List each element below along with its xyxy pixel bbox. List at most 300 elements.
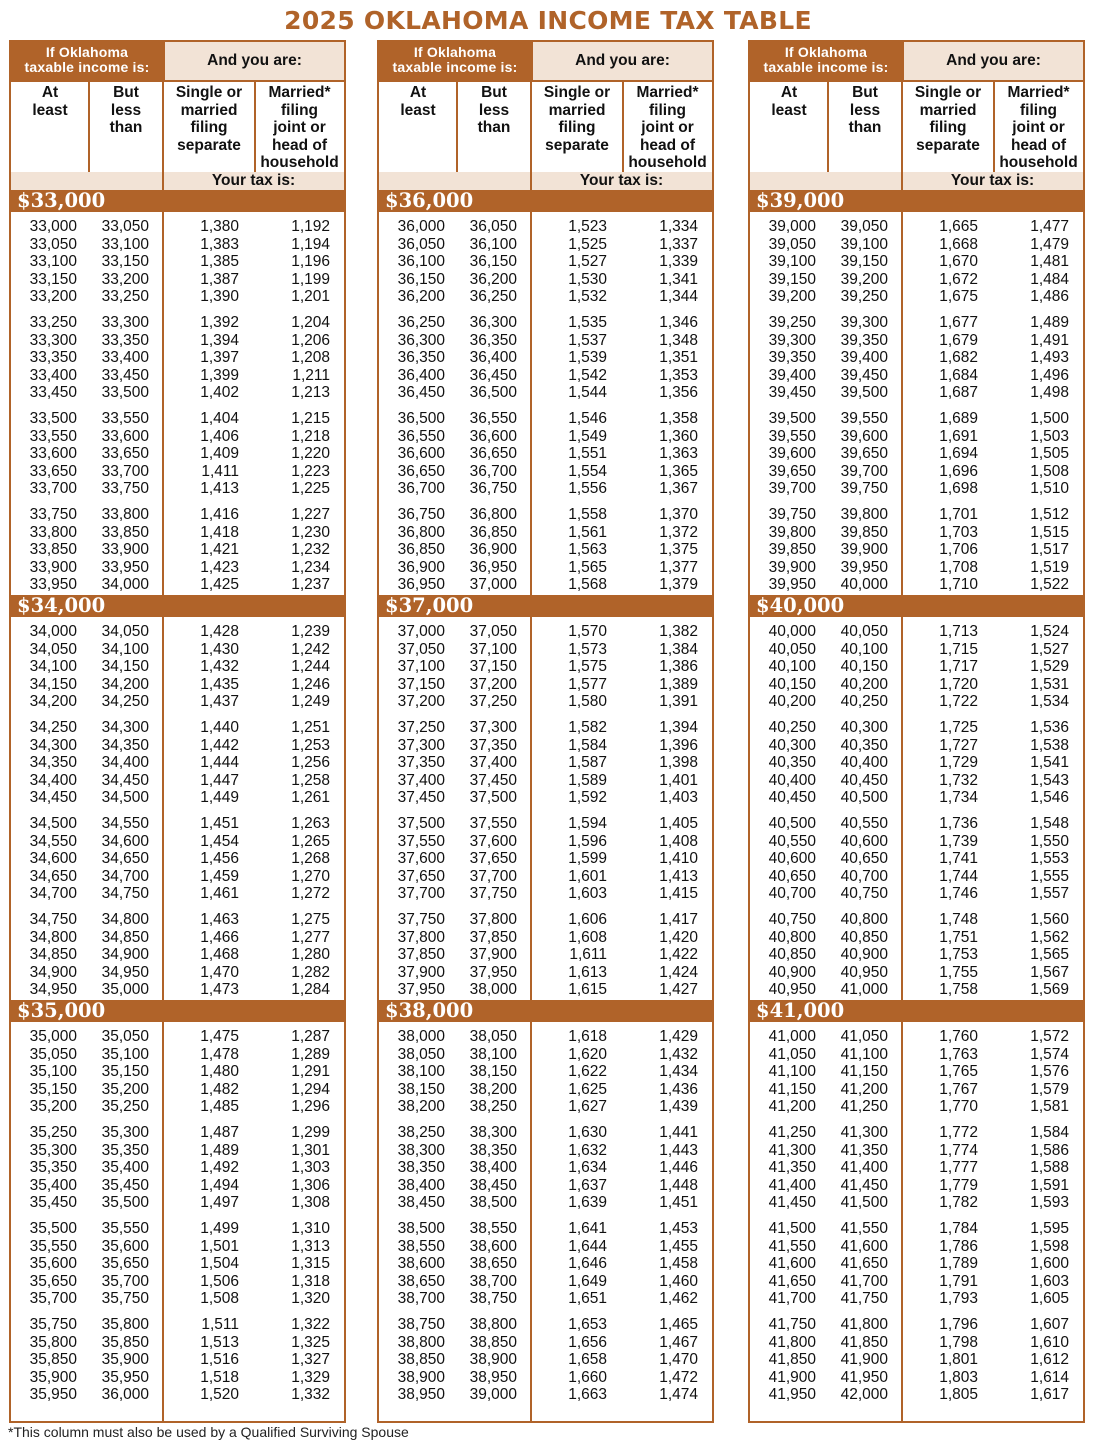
table-row xyxy=(11,576,344,594)
married-tax-value: 1,301 xyxy=(291,1141,330,1159)
at-least-header: At least xyxy=(32,84,68,119)
married-tax-value: 1,265 xyxy=(291,832,330,850)
married-tax-value: 1,477 xyxy=(1030,218,1069,235)
but-less-than-value: 41,200 xyxy=(840,1080,888,1098)
single-tax-value: 1,637 xyxy=(568,1176,607,1194)
but-less-than-value: 41,050 xyxy=(840,1028,888,1045)
single-tax-value: 1,489 xyxy=(200,1141,239,1159)
table-row xyxy=(379,1290,712,1308)
married-tax-value: 1,500 xyxy=(1030,410,1069,427)
but-less-than-value: 40,700 xyxy=(840,867,888,885)
single-tax-value: 1,437 xyxy=(200,693,239,711)
married-tax-value: 1,534 xyxy=(1030,693,1069,711)
table-row xyxy=(379,576,712,594)
table-row xyxy=(11,218,344,236)
table-row xyxy=(750,367,1083,385)
married-tax-value: 1,211 xyxy=(292,366,330,384)
column-divider xyxy=(827,82,829,172)
table-row xyxy=(750,271,1083,289)
table-row xyxy=(379,236,712,254)
at-least-value: 37,700 xyxy=(397,885,445,903)
table-row xyxy=(379,410,712,428)
at-least-value: 36,400 xyxy=(397,366,445,384)
single-tax-value: 1,615 xyxy=(568,981,607,999)
single-tax-value: 1,494 xyxy=(200,1176,239,1194)
single-tax-value: 1,748 xyxy=(939,911,978,928)
table-row xyxy=(379,885,712,903)
table-row xyxy=(11,641,344,659)
and-you-are-header: And you are: xyxy=(531,42,712,80)
married-tax-value: 1,318 xyxy=(291,1272,330,1290)
table-row xyxy=(11,1238,344,1256)
table-row xyxy=(379,1386,712,1404)
table-row xyxy=(379,772,712,790)
single-tax-value: 1,732 xyxy=(939,771,978,789)
table-row xyxy=(11,772,344,790)
at-least-value: 39,800 xyxy=(768,523,816,541)
married-tax-value: 1,249 xyxy=(291,693,330,711)
but-less-than-value: 36,250 xyxy=(469,288,517,306)
married-tax-value: 1,603 xyxy=(1030,1272,1069,1290)
table-row xyxy=(750,833,1083,851)
single-tax-value: 1,691 xyxy=(939,427,978,445)
single-tax-value: 1,689 xyxy=(939,410,978,427)
single-tax-value: 1,696 xyxy=(939,462,978,480)
at-least-value: 40,500 xyxy=(768,815,816,832)
married-tax-value: 1,591 xyxy=(1030,1176,1069,1194)
at-least-value: 41,250 xyxy=(768,1124,816,1141)
married-tax-value: 1,441 xyxy=(659,1124,698,1141)
at-least-value: 34,000 xyxy=(29,623,77,640)
but-less-than-value: 35,300 xyxy=(101,1124,149,1141)
at-least-value: 36,750 xyxy=(397,506,445,523)
table-row xyxy=(750,1194,1083,1212)
table-row xyxy=(750,1386,1083,1404)
married-tax-value: 1,398 xyxy=(659,754,698,772)
at-least-value: 39,550 xyxy=(768,427,816,445)
table-row xyxy=(379,1273,712,1291)
table-row xyxy=(11,288,344,306)
married-tax-value: 1,296 xyxy=(291,1098,330,1116)
single-tax-value: 1,539 xyxy=(568,349,607,367)
married-tax-value: 1,299 xyxy=(291,1124,330,1141)
at-least-value: 34,550 xyxy=(29,832,77,850)
at-least-value: 36,000 xyxy=(397,218,445,235)
table-row xyxy=(379,641,712,659)
but-less-than-value: 35,500 xyxy=(101,1194,149,1212)
single-tax-value: 1,622 xyxy=(568,1063,607,1081)
married-tax-value: 1,308 xyxy=(291,1194,330,1212)
table-row xyxy=(750,1098,1083,1116)
but-less-than-value: 39,250 xyxy=(840,288,888,306)
single-tax-value: 1,504 xyxy=(200,1255,239,1273)
table-row xyxy=(750,1177,1083,1195)
table-row xyxy=(11,719,344,737)
single-tax-value: 1,425 xyxy=(200,576,239,594)
but-less-than-value: 40,250 xyxy=(840,693,888,711)
but-less-than-value: 37,800 xyxy=(469,911,517,928)
married-tax-value: 1,230 xyxy=(291,523,330,541)
married-tax-value: 1,610 xyxy=(1030,1333,1069,1351)
single-tax-value: 1,772 xyxy=(939,1124,978,1141)
but-less-than-value: 36,600 xyxy=(469,427,517,445)
table-row xyxy=(750,1316,1083,1334)
but-less-than-value: 38,150 xyxy=(469,1063,517,1081)
married-tax-value: 1,370 xyxy=(659,506,698,523)
but-less-than-value: 39,900 xyxy=(840,541,888,559)
column-divider xyxy=(622,82,624,172)
but-less-than-value: 34,000 xyxy=(101,576,149,594)
at-least-value: 40,100 xyxy=(768,658,816,676)
married-tax-value: 1,263 xyxy=(291,815,330,832)
at-least-header: At least xyxy=(400,84,436,119)
but-less-than-value: 38,600 xyxy=(469,1237,517,1255)
single-tax-value: 1,791 xyxy=(939,1272,978,1290)
married-tax-value: 1,313 xyxy=(291,1237,330,1255)
married-tax-value: 1,519 xyxy=(1030,558,1069,576)
but-less-than-value: 35,650 xyxy=(101,1255,149,1273)
table-row xyxy=(750,868,1083,886)
at-least-value: 36,900 xyxy=(397,558,445,576)
but-less-than-value: 39,750 xyxy=(840,480,888,498)
at-least-value: 40,600 xyxy=(768,850,816,868)
married-tax-value: 1,427 xyxy=(659,981,698,999)
at-least-value: 39,350 xyxy=(768,349,816,367)
at-least-value: 35,350 xyxy=(29,1159,77,1177)
table-row xyxy=(11,1290,344,1308)
single-tax-value: 1,549 xyxy=(568,427,607,445)
table-row xyxy=(11,833,344,851)
but-less-than-value: 33,400 xyxy=(101,349,149,367)
table-row xyxy=(11,850,344,868)
table-row xyxy=(379,833,712,851)
table-row xyxy=(379,271,712,289)
at-least-value: 37,250 xyxy=(397,719,445,736)
single-tax-value: 1,782 xyxy=(939,1194,978,1212)
table-row xyxy=(379,218,712,236)
married-tax-value: 1,208 xyxy=(291,349,330,367)
married-tax-value: 1,199 xyxy=(291,270,330,288)
single-tax-value: 1,805 xyxy=(939,1386,978,1404)
married-tax-value: 1,555 xyxy=(1030,867,1069,885)
at-least-value: 35,400 xyxy=(29,1176,77,1194)
column-divider xyxy=(88,82,90,172)
at-least-value: 40,350 xyxy=(768,754,816,772)
single-header: Single or married filing separate xyxy=(543,84,611,154)
single-tax-value: 1,675 xyxy=(939,288,978,306)
married-tax-value: 1,600 xyxy=(1030,1255,1069,1273)
at-least-value: 38,250 xyxy=(397,1124,445,1141)
table-row xyxy=(750,772,1083,790)
single-tax-value: 1,777 xyxy=(939,1159,978,1177)
married-tax-value: 1,574 xyxy=(1030,1045,1069,1063)
at-least-value: 34,600 xyxy=(29,850,77,868)
income-header: If Oklahoma taxable income is: xyxy=(11,42,163,80)
table-row xyxy=(11,332,344,350)
table-row xyxy=(11,911,344,929)
but-less-than-value: 40,400 xyxy=(840,754,888,772)
married-tax-value: 1,403 xyxy=(659,789,698,807)
at-least-value: 37,100 xyxy=(397,658,445,676)
single-tax-value: 1,535 xyxy=(568,314,607,331)
at-least-value: 38,750 xyxy=(397,1316,445,1333)
single-tax-value: 1,713 xyxy=(939,623,978,640)
married-tax-value: 1,348 xyxy=(659,331,698,349)
table-row xyxy=(11,1334,344,1352)
single-tax-value: 1,744 xyxy=(939,867,978,885)
single-tax-value: 1,751 xyxy=(939,928,978,946)
table-row xyxy=(750,463,1083,481)
at-least-value: 33,450 xyxy=(29,384,77,402)
table-row xyxy=(379,1238,712,1256)
single-tax-value: 1,461 xyxy=(200,885,239,903)
at-least-value: 37,000 xyxy=(397,623,445,640)
but-less-than-value: 33,600 xyxy=(101,427,149,445)
table-row xyxy=(379,981,712,999)
at-least-value: 35,550 xyxy=(29,1237,77,1255)
table-row xyxy=(379,719,712,737)
table-row xyxy=(11,868,344,886)
at-least-value: 35,200 xyxy=(29,1098,77,1116)
married-tax-value: 1,339 xyxy=(659,253,698,271)
at-least-value: 34,700 xyxy=(29,885,77,903)
married-tax-value: 1,237 xyxy=(291,576,330,594)
at-least-value: 41,900 xyxy=(768,1368,816,1386)
at-least-value: 34,850 xyxy=(29,946,77,964)
single-tax-value: 1,639 xyxy=(568,1194,607,1212)
but-less-than-value: 39,600 xyxy=(840,427,888,445)
table-row xyxy=(750,1290,1083,1308)
but-less-than-value: 41,850 xyxy=(840,1333,888,1351)
table-row xyxy=(750,253,1083,271)
at-least-value: 34,300 xyxy=(29,736,77,754)
but-less-than-value: 40,850 xyxy=(840,928,888,946)
section-label: $41,000 xyxy=(756,999,845,1022)
table-row xyxy=(750,314,1083,332)
but-less-than-value: 37,500 xyxy=(469,789,517,807)
married-tax-value: 1,496 xyxy=(1030,366,1069,384)
at-least-value: 39,650 xyxy=(768,462,816,480)
at-least-value: 39,850 xyxy=(768,541,816,559)
married-tax-value: 1,227 xyxy=(291,506,330,523)
but-less-than-value: 37,350 xyxy=(469,736,517,754)
single-tax-value: 1,532 xyxy=(568,288,607,306)
section-bar xyxy=(11,190,344,212)
at-least-value: 36,300 xyxy=(397,331,445,349)
but-less-than-value: 38,250 xyxy=(469,1098,517,1116)
but-less-than-value: 37,400 xyxy=(469,754,517,772)
but-less-than-value: 34,450 xyxy=(101,771,149,789)
single-tax-value: 1,380 xyxy=(200,218,239,235)
but-less-than-value: 39,550 xyxy=(840,410,888,427)
table-row xyxy=(379,1124,712,1142)
at-least-value: 34,150 xyxy=(29,675,77,693)
at-least-value: 38,500 xyxy=(397,1220,445,1237)
at-least-value: 37,600 xyxy=(397,850,445,868)
at-least-value: 38,600 xyxy=(397,1255,445,1273)
table-row xyxy=(11,541,344,559)
married-tax-value: 1,294 xyxy=(291,1080,330,1098)
but-less-than-value: 39,200 xyxy=(840,270,888,288)
at-least-value: 37,450 xyxy=(397,789,445,807)
column-divider xyxy=(456,82,458,172)
single-tax-value: 1,428 xyxy=(200,623,239,640)
but-less-than-value: 36,200 xyxy=(469,270,517,288)
married-tax-value: 1,220 xyxy=(291,445,330,463)
but-less-than-value: 36,150 xyxy=(469,253,517,271)
but-less-than-value: 40,300 xyxy=(840,719,888,736)
at-least-value: 33,050 xyxy=(29,235,77,253)
section-label: $40,000 xyxy=(756,594,845,617)
table-row xyxy=(379,288,712,306)
married-tax-value: 1,569 xyxy=(1030,981,1069,999)
table-row xyxy=(379,506,712,524)
at-least-value: 38,650 xyxy=(397,1272,445,1290)
at-least-value: 41,850 xyxy=(768,1351,816,1369)
at-least-value: 34,100 xyxy=(29,658,77,676)
table-row xyxy=(379,946,712,964)
married-tax-value: 1,334 xyxy=(659,218,698,235)
single-tax-value: 1,546 xyxy=(568,410,607,427)
section-bar xyxy=(379,595,712,617)
table-row xyxy=(379,676,712,694)
at-least-value: 33,150 xyxy=(29,270,77,288)
but-less-than-value: 40,500 xyxy=(840,789,888,807)
but-less-than-value: 41,950 xyxy=(840,1368,888,1386)
but-less-than-value: 40,000 xyxy=(840,576,888,594)
married-tax-value: 1,327 xyxy=(291,1351,330,1369)
married-tax-value: 1,344 xyxy=(659,288,698,306)
single-tax-value: 1,499 xyxy=(200,1220,239,1237)
single-tax-value: 1,480 xyxy=(200,1063,239,1081)
single-tax-value: 1,727 xyxy=(939,736,978,754)
table-row xyxy=(750,737,1083,755)
married-tax-value: 1,223 xyxy=(291,462,330,480)
single-tax-value: 1,511 xyxy=(201,1316,239,1333)
at-least-value: 39,500 xyxy=(768,410,816,427)
header-band xyxy=(379,42,712,82)
section-label: $37,000 xyxy=(385,594,474,617)
married-tax-value: 1,306 xyxy=(291,1176,330,1194)
table-row xyxy=(750,1238,1083,1256)
but-less-than-value: 34,600 xyxy=(101,832,149,850)
but-less-than-value: 35,550 xyxy=(101,1220,149,1237)
single-tax-value: 1,701 xyxy=(939,506,978,523)
married-tax-value: 1,458 xyxy=(659,1255,698,1273)
table-row xyxy=(750,506,1083,524)
single-tax-value: 1,563 xyxy=(568,541,607,559)
and-you-are-header: And you are: xyxy=(902,42,1083,80)
table-row xyxy=(750,789,1083,807)
married-tax-value: 1,272 xyxy=(291,885,330,903)
table-row xyxy=(379,253,712,271)
at-least-value: 38,050 xyxy=(397,1045,445,1063)
married-tax-value: 1,510 xyxy=(1030,480,1069,498)
single-tax-value: 1,596 xyxy=(568,832,607,850)
single-tax-value: 1,435 xyxy=(200,675,239,693)
single-tax-value: 1,670 xyxy=(939,253,978,271)
married-tax-value: 1,548 xyxy=(1030,815,1069,832)
but-less-than-value: 33,150 xyxy=(101,253,149,271)
table-row xyxy=(750,1220,1083,1238)
but-less-than-value: 34,850 xyxy=(101,928,149,946)
single-tax-value: 1,530 xyxy=(568,270,607,288)
single-tax-value: 1,722 xyxy=(939,693,978,711)
at-least-value: 40,800 xyxy=(768,928,816,946)
single-tax-value: 1,523 xyxy=(568,218,607,235)
but-less-than-value: 33,850 xyxy=(101,523,149,541)
single-tax-value: 1,625 xyxy=(568,1080,607,1098)
but-less-than-value: 33,700 xyxy=(101,462,149,480)
table-row xyxy=(750,1255,1083,1273)
table-row xyxy=(379,1142,712,1160)
single-tax-value: 1,796 xyxy=(939,1316,978,1333)
married-tax-value: 1,413 xyxy=(659,867,698,885)
at-least-value: 34,350 xyxy=(29,754,77,772)
but-less-than-value: 38,850 xyxy=(469,1333,517,1351)
income-header: If Oklahoma taxable income is: xyxy=(379,42,531,80)
married-tax-value: 1,289 xyxy=(291,1045,330,1063)
but-less-than-value: 36,650 xyxy=(469,445,517,463)
married-tax-value: 1,576 xyxy=(1030,1063,1069,1081)
section-bar xyxy=(11,1000,344,1022)
at-least-value: 40,700 xyxy=(768,885,816,903)
table-row xyxy=(11,1142,344,1160)
single-tax-value: 1,399 xyxy=(200,366,239,384)
single-tax-value: 1,632 xyxy=(568,1141,607,1159)
section-bar xyxy=(379,190,712,212)
at-least-value: 39,200 xyxy=(768,288,816,306)
but-less-than-value: 35,900 xyxy=(101,1351,149,1369)
but-less-than-value: 38,950 xyxy=(469,1368,517,1386)
but-less-than-value: 36,550 xyxy=(469,410,517,427)
married-header: Married* filing joint or head of household xyxy=(999,84,1078,171)
at-least-value: 38,450 xyxy=(397,1194,445,1212)
section-label: $36,000 xyxy=(385,189,474,212)
single-tax-value: 1,606 xyxy=(568,911,607,928)
single-tax-value: 1,466 xyxy=(200,928,239,946)
but-less-than-value: 38,500 xyxy=(469,1194,517,1212)
table-row xyxy=(11,506,344,524)
but-less-than-value: 34,550 xyxy=(101,815,149,832)
single-tax-value: 1,603 xyxy=(568,885,607,903)
at-least-value: 39,000 xyxy=(768,218,816,235)
but-less-than-value: 41,650 xyxy=(840,1255,888,1273)
single-tax-value: 1,432 xyxy=(200,658,239,676)
single-tax-value: 1,668 xyxy=(939,235,978,253)
married-tax-value: 1,472 xyxy=(659,1368,698,1386)
but-less-than-value: 36,700 xyxy=(469,462,517,480)
at-least-value: 34,200 xyxy=(29,693,77,711)
at-least-value: 33,750 xyxy=(29,506,77,523)
table-row xyxy=(379,693,712,711)
at-least-value: 39,600 xyxy=(768,445,816,463)
married-tax-value: 1,538 xyxy=(1030,736,1069,754)
married-tax-value: 1,512 xyxy=(1030,506,1069,523)
but-less-than-value: 41,000 xyxy=(840,981,888,999)
single-tax-value: 1,385 xyxy=(200,253,239,271)
single-tax-value: 1,418 xyxy=(200,523,239,541)
at-least-value: 41,750 xyxy=(768,1316,816,1333)
table-row xyxy=(750,1351,1083,1369)
at-least-value: 38,700 xyxy=(397,1290,445,1308)
at-least-value: 36,800 xyxy=(397,523,445,541)
single-tax-value: 1,618 xyxy=(568,1028,607,1045)
but-less-than-value: 41,900 xyxy=(840,1351,888,1369)
single-tax-value: 1,653 xyxy=(568,1316,607,1333)
married-tax-value: 1,377 xyxy=(659,558,698,576)
married-tax-value: 1,239 xyxy=(291,623,330,640)
